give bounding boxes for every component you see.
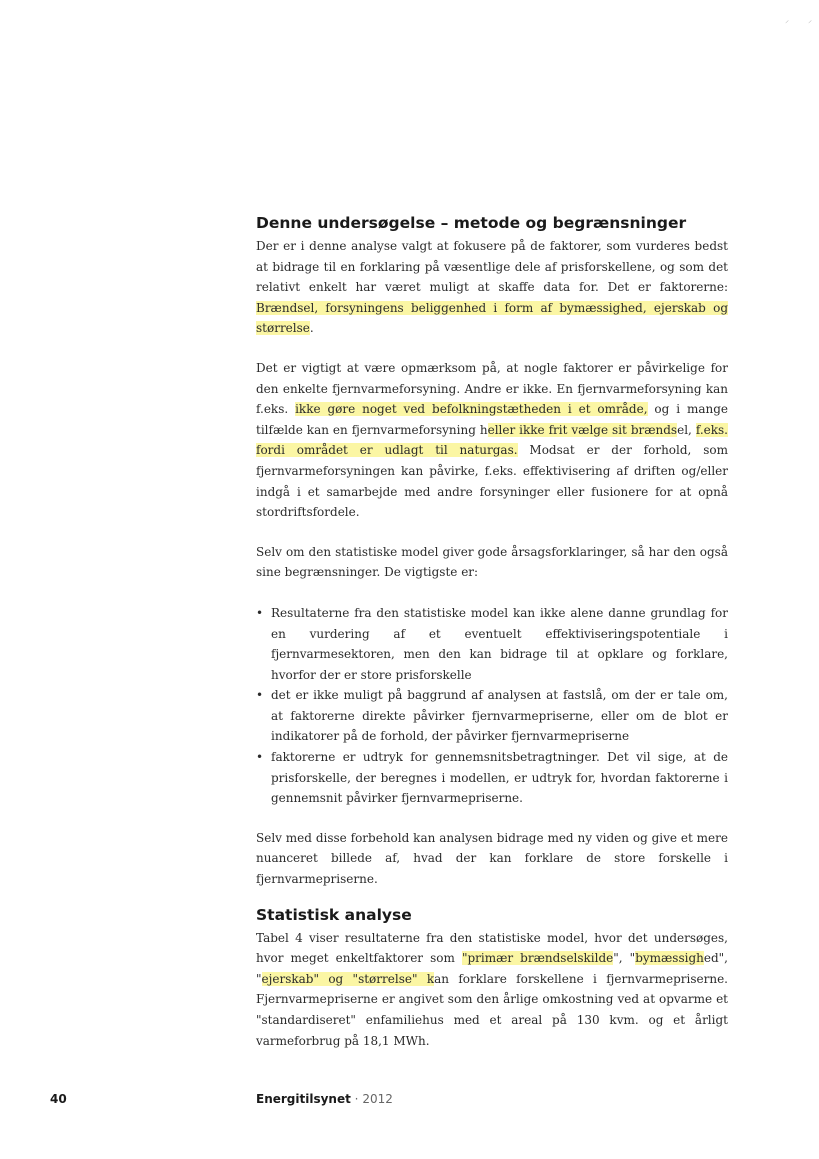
section-heading-statistical-analysis: Statistisk analyse <box>256 905 412 924</box>
paragraph-table-description: Tabel 4 viser resultaterne fra den statistiske model, hvor det undersøges, hvor meget enkeltfaktorer som "primær brændselskilde", "bymæssighed", "ejerskab" og "størrelse" kan forklare forskellene i fjernvarmepriserne. Fjernvarmepriserne er angivet som den årlige omkostning ved at opvarme et "standardiseret" enfamiliehus med et areal på 130 kvm. og et årligt varmeforbrug på 18,1 MWh. <box>256 930 728 1048</box>
highlight: "primær brændselskilde <box>461 951 614 966</box>
highlight: f.eks. fordi området er udlagt til naturgas. <box>256 422 728 458</box>
paragraph-limitations: Selv om den statistiske model giver gode årsagsforklaringer, så har den også sine begrænsninger. De vigtigste er: <box>256 544 728 580</box>
footer-year: 2012 <box>362 1092 393 1106</box>
highlight: ikke gøre noget ved befolkningstætheden i et område, <box>295 402 648 417</box>
limitations-list <box>256 603 728 809</box>
scan-mark: ⸍ <box>785 19 789 28</box>
scan-mark: ⸍ <box>808 19 812 28</box>
page-number: 40 <box>50 1092 67 1106</box>
text-column <box>256 214 728 1051</box>
list-item: • Resultaterne fra den statistiske model kan ikke alene danne grundlag for en vurdering af et eventuelt effektiviseringspotentiale i fjernvarmesektoren, men den kan bidrage til at opklare og forklare, hvorfor der er store prisforskelle <box>256 603 728 685</box>
highlight: Brændsel, forsyningens beliggenhed i form af bymæssighed, ejerskab og størrelse <box>256 300 728 336</box>
paragraph-influenceable-factors: Det er vigtigt at være opmærksom på, at nogle faktorer er påvirkelige for den enkelte fjernvarmeforsyning. Andre er ikke. En fjernvarmeforsyning kan f.eks. ikke gøre noget ved befolkningstætheden i et område, og i mange tilfælde kan en fjernvarmeforsyning heller ikke frit vælge sit brændsel, f.eks. fordi området er udlagt til naturgas. Modsat er der forhold, som fjernvarmeforsyningen kan påvirke, f.eks. effektivisering af driften og/eller indgå i et samarbejde med andre forsyninger eller fusionere for at opnå stordriftsfordele. <box>256 360 728 520</box>
section-heading-method: Denne undersøgelse – metode og begrænsninger <box>256 214 687 232</box>
highlight: bymæssigh <box>635 951 704 966</box>
paragraph-method-intro: Der er i denne analyse valgt at fokusere på de faktorer, som vurderes bedst at bidrage til en forklaring på væsentlige dele af prisforskellene, og som det relativt enkelt har været muligt at skaffe data for. Det er faktorerne: Brændsel, forsyningens beliggenhed i form af bymæssighed, ejerskab og størrelse. <box>256 239 728 336</box>
paragraph-conclusion: Selv med disse forbehold kan analysen bidrage med ny viden og give et mere nuanceret billede af, hvad der kan forklare de store forskelle i fjernvarmepriserne. <box>256 830 728 887</box>
list-item: • det er ikke muligt på baggrund af analysen at fastslå, om der er tale om, at faktorerne direkte påvirker fjernvarmepriserne, eller om de blot er indikatorer på de forhold, der påvirker fjernvarmepriserne <box>256 685 728 747</box>
highlight: eller ikke frit vælge sit brænds <box>487 422 678 437</box>
footer-publisher: Energitilsynet · 2012 <box>256 1092 393 1106</box>
highlight: ejerskab" og "størrelse" k <box>261 971 435 986</box>
list-item: • faktorerne er udtryk for gennemsnitsbetragtninger. Det vil sige, at de prisforskelle, der beregnes i modellen, er udtryk for, hvordan faktorerne i gennemsnit påvirker fjernvarmepriserne. <box>256 747 728 809</box>
